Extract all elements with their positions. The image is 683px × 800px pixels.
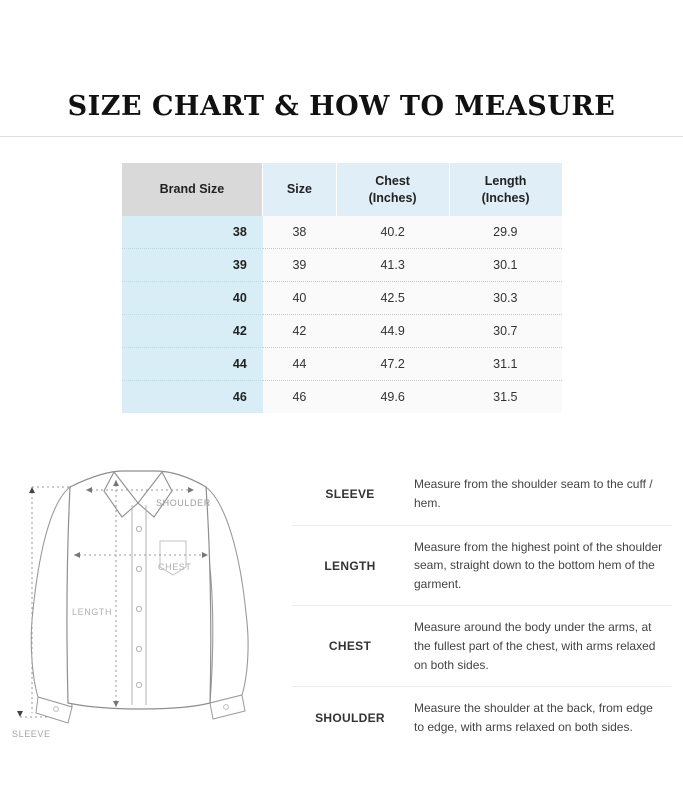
title-divider bbox=[0, 136, 683, 137]
cell-size: 42 bbox=[263, 315, 336, 348]
cell-length: 30.1 bbox=[449, 249, 561, 282]
header-brand-size-line1: Brand Size bbox=[159, 182, 225, 197]
cell-brand-size: 42 bbox=[122, 315, 263, 348]
list-item bbox=[292, 687, 671, 749]
measure-desc-chest: Measure around the body under the arms, at the fullest part of the chest, with arms relaxed on both sides. bbox=[408, 606, 671, 687]
chest-label: CHEST bbox=[158, 562, 192, 573]
cell-chest: 44.9 bbox=[336, 315, 449, 348]
table-row bbox=[122, 282, 562, 315]
sleeve-label: SLEEVE bbox=[12, 729, 51, 740]
cell-brand-size: 46 bbox=[122, 381, 263, 414]
cell-brand-size: 40 bbox=[122, 282, 263, 315]
table-row bbox=[122, 216, 562, 249]
measure-guide-container bbox=[292, 463, 671, 748]
size-table bbox=[122, 163, 562, 414]
measure-label-length: LENGTH bbox=[292, 525, 408, 606]
cell-size: 38 bbox=[263, 216, 336, 249]
header-brand-size bbox=[122, 163, 263, 217]
size-table-header-row bbox=[122, 163, 562, 217]
sleeve-arrow-top bbox=[29, 487, 35, 493]
cell-length: 29.9 bbox=[449, 216, 561, 249]
table-row bbox=[122, 348, 562, 381]
cell-size: 40 bbox=[263, 282, 336, 315]
header-chest bbox=[336, 163, 449, 217]
left-sleeve-shape bbox=[31, 487, 72, 707]
size-table-container bbox=[0, 163, 683, 414]
cell-size: 44 bbox=[263, 348, 336, 381]
measure-desc-length: Measure from the highest point of the shoulder seam, straight down to the bottom hem of the garment. bbox=[408, 525, 671, 606]
cell-length: 30.7 bbox=[449, 315, 561, 348]
cell-size: 46 bbox=[263, 381, 336, 414]
sleeve-arrow-bottom bbox=[17, 711, 23, 717]
measure-guide-table bbox=[292, 463, 671, 748]
page-title: SIZE CHART & HOW TO MEASURE bbox=[67, 91, 616, 122]
cell-brand-size: 44 bbox=[122, 348, 263, 381]
cell-chest: 42.5 bbox=[336, 282, 449, 315]
cell-length: 31.1 bbox=[449, 348, 561, 381]
measure-desc-shoulder: Measure the shoulder at the back, from edge to edge, with arms relaxed on both sides. bbox=[414, 701, 653, 734]
header-size-line1: Size bbox=[286, 182, 312, 197]
measure-desc-sleeve: Measure from the shoulder seam to the cuff / hem. bbox=[408, 463, 671, 525]
right-sleeve-shape bbox=[206, 487, 248, 703]
measure-guide-body bbox=[292, 463, 671, 748]
measure-label-sleeve: SLEEVE bbox=[292, 463, 408, 525]
table-row bbox=[122, 381, 562, 414]
measure-label-shoulder: SHOULDER bbox=[315, 710, 385, 725]
header-size bbox=[263, 163, 336, 217]
cell-size: 39 bbox=[263, 249, 336, 282]
size-table-body bbox=[122, 216, 562, 413]
cell-length: 31.5 bbox=[449, 381, 561, 414]
list-item bbox=[292, 606, 671, 687]
header-length-line2: (Inches) bbox=[481, 190, 530, 205]
how-to-measure-section bbox=[0, 445, 683, 748]
shirt-diagram bbox=[10, 445, 286, 745]
cell-chest: 49.6 bbox=[336, 381, 449, 414]
cell-chest: 40.2 bbox=[336, 216, 449, 249]
shirt-illustration-svg bbox=[10, 445, 286, 745]
shoulder-label: SHOULDER bbox=[156, 498, 211, 509]
header-chest-line2: (Inches) bbox=[368, 190, 417, 205]
cell-length: 30.3 bbox=[449, 282, 561, 315]
header-chest-line1: Chest bbox=[375, 173, 410, 188]
cell-brand-size: 38 bbox=[122, 216, 263, 249]
cell-chest: 47.2 bbox=[336, 348, 449, 381]
header-length bbox=[449, 163, 561, 217]
list-item bbox=[292, 463, 671, 525]
table-row bbox=[122, 249, 562, 282]
table-row bbox=[122, 315, 562, 348]
header-length-line1: Length bbox=[484, 173, 527, 188]
cell-brand-size: 39 bbox=[122, 249, 263, 282]
size-table-head bbox=[122, 163, 562, 217]
cell-chest: 41.3 bbox=[336, 249, 449, 282]
measure-label-chest: CHEST bbox=[292, 606, 408, 687]
length-label: LENGTH bbox=[72, 607, 113, 618]
list-item bbox=[292, 525, 671, 606]
